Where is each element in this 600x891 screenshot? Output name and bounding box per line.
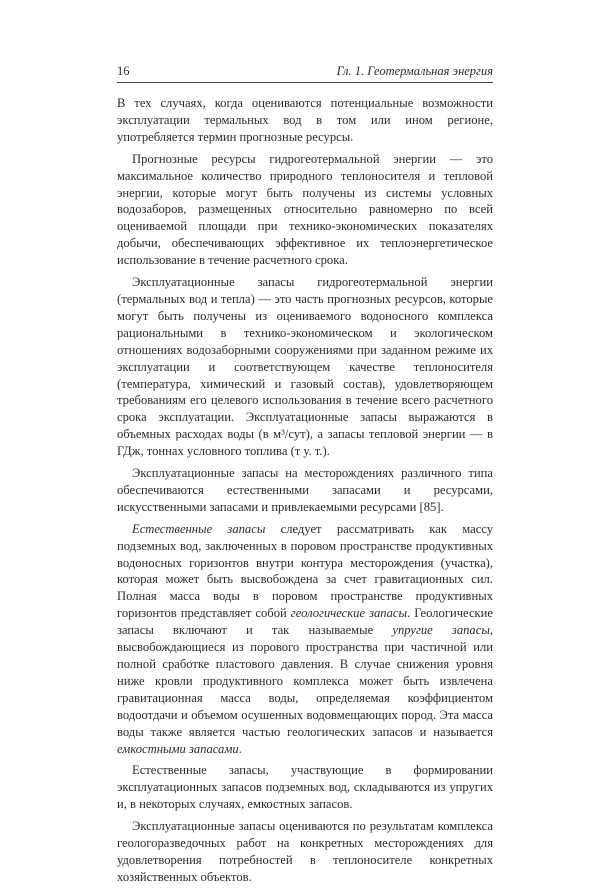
term-capacitive-reserves: емкостными запасами — [117, 741, 239, 756]
term-elastic-reserves: упругие запасы — [392, 623, 490, 638]
page-number: 16 — [117, 64, 130, 78]
paragraph-5-text-a: следует рассматривать как массу подземных вод, заключенных в поровом пространстве продуктивных водоносных горизонтов внутри контура месторождения (участка), которая может быть высвобождена за счет гравитационных сил. Полная масса воды в поровом пространстве продуктивных горизонтов представляет собой — [117, 521, 493, 621]
paragraph-5-text-c: , высвобождающиеся из порового пространства при частичной или полной сработке пластового давления. В случае снижения уровня ниже кровли продуктивного комплекса может быть извлечена гравитационная масса воды, определяемая коэффициентом водоотдачи и объемом осушенных водовмещающих пород. Эта масса воды также является частью геологических запасов и называется — [117, 623, 493, 739]
paragraph-2: Прогнозные ресурсы гидрогеотермальной энергии — это максимальное количество природного теплоносителя и тепловой энергии, которые могут быть получены из системы условных водозаборов, размещенных относительно равномерно по всей оцениваемой площади при технико-экономических показателях добычи, обеспечивающих эффективное их теплоэнергетическое использование в течение расчетного срока. — [117, 151, 493, 268]
page — [117, 62, 493, 891]
running-header — [117, 62, 493, 83]
paragraph-5-text-d: . — [238, 741, 242, 756]
paragraph-5 — [117, 521, 493, 758]
paragraph-3: Эксплуатационные запасы гидрогеотермальной энергии (термальных вод и тепла) — это часть прогнозных ресурсов, которые могут быть получены из оцениваемого водоносного комплекса рациональными в технико-экономическом и экологическом отношениях водозаборными сооружениями при заданном режиме их эксплуатации и соответствующем качестве теплоносителя (температура, химический и газовый состав), удовлетворяющем требованиям его целевого использования в течение всего расчетного срока эксплуатации. Эксплуатационные запасы выражаются в объемных расходах воды (в м³/сут), а запасы тепловой энергии — в ГДж, тоннах условного топлива (т у. т.). — [117, 275, 493, 459]
term-natural-reserves: Естественные запасы — [132, 521, 266, 536]
paragraph-5-text-b: . Геологические запасы включают и так называемые — [117, 606, 493, 638]
paragraph-4: Эксплуатационные запасы на месторождениях различного типа обеспечиваются естественными запасами и ресурсами, искусственными запасами и привлекаемыми ресурсами [85]. — [117, 466, 493, 514]
term-geological-reserves: геологические запасы — [290, 606, 408, 621]
running-title: Гл. 1. Геотермальная энергия — [336, 64, 493, 78]
paragraph-6: Естественные запасы, участвующие в формировании эксплуатационных запасов подземных вод, складываются из упругих и, в некоторых случаях, емкостных запасов. — [117, 763, 493, 812]
body-text — [117, 95, 493, 886]
paragraph-1: В тех случаях, когда оцениваются потенциальные возможности эксплуатации термальных вод в том или ином регионе, употребляется термин прогнозные ресурсы. — [117, 96, 493, 144]
paragraph-7: Эксплуатационные запасы оцениваются по результатам комплекса геологоразведочных работ на конкретных месторождениях для удовлетворения потребностей в теплоносителе конкретных хозяйственных объектов. — [117, 819, 493, 884]
